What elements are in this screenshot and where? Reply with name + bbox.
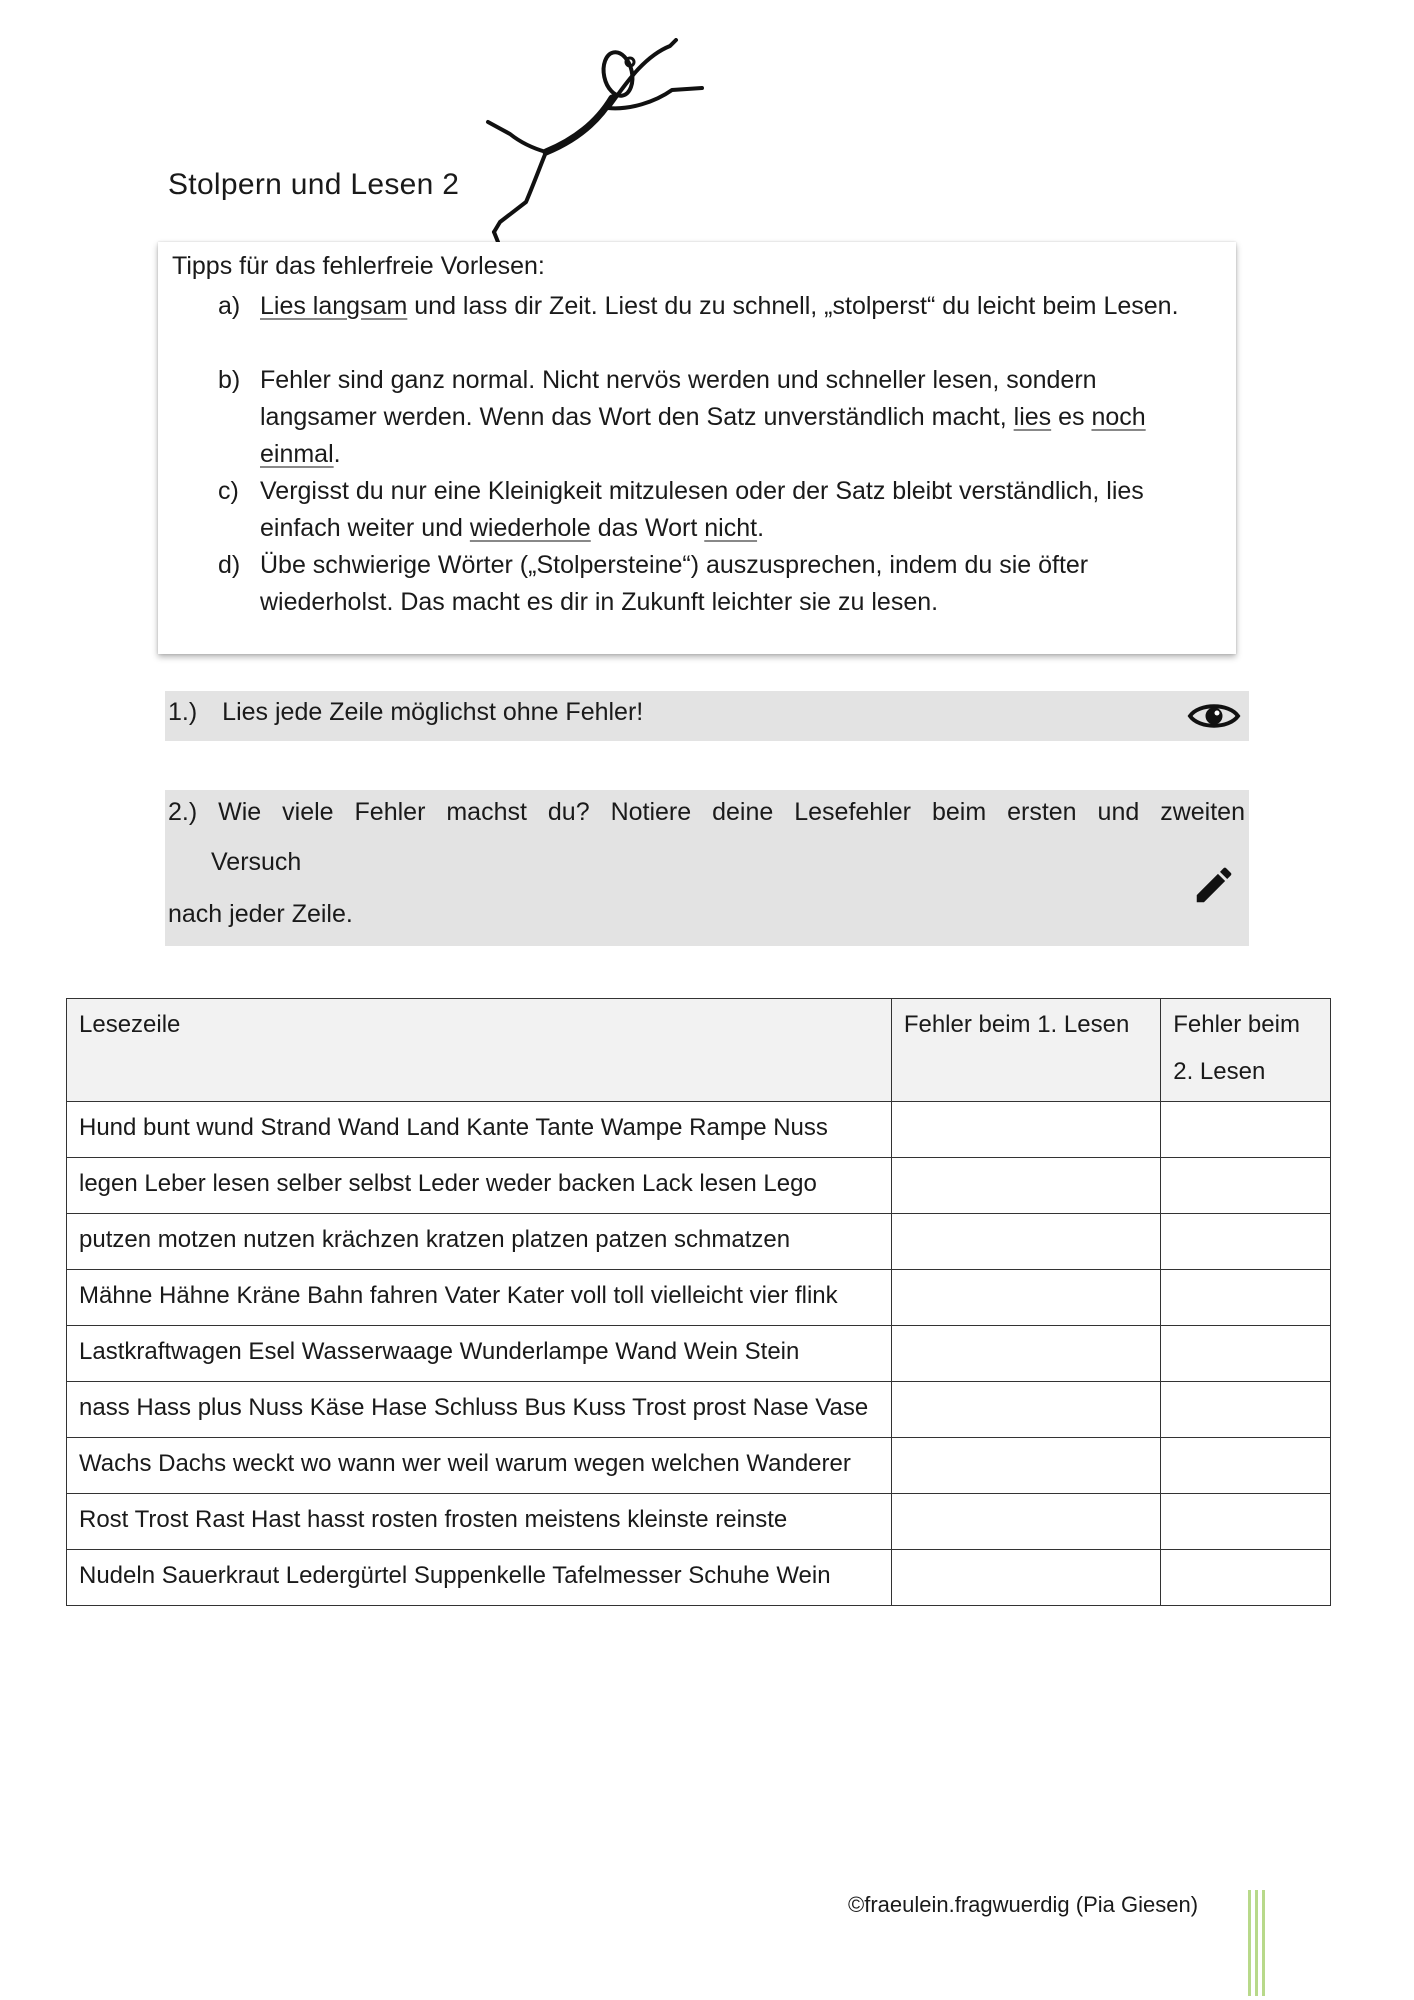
errors-second-reading-cell[interactable] — [1161, 1102, 1331, 1158]
tip-underlined-text: lies — [1013, 403, 1052, 431]
errors-first-reading-cell[interactable] — [891, 1438, 1160, 1494]
errors-first-reading-cell[interactable] — [891, 1102, 1160, 1158]
task-2-bar — [165, 790, 1249, 946]
tip-text-segment: . — [333, 440, 341, 468]
reading-line-cell: Rost Trost Rast Hast hasst rosten frosten meistens kleinste reinste — [67, 1494, 892, 1550]
header-fehler-1: Fehler beim 1. Lesen — [891, 999, 1160, 1102]
errors-second-reading-cell[interactable] — [1161, 1214, 1331, 1270]
table-row — [67, 1382, 1331, 1438]
errors-second-reading-cell[interactable] — [1161, 1550, 1331, 1606]
pencil-icon — [1191, 862, 1237, 908]
decorative-green-bars — [1246, 1890, 1268, 1996]
tip-text-segment: Übe schwierige Wörter („Stolpersteine“) auszusprechen, indem du sie öfter wiederholst. Das macht es dir in Zukunft leichter sie zu lesen. — [260, 551, 1089, 616]
tip-text-segment: Fehler sind ganz normal. Nicht nervös werden und schneller lesen, sondern langsamer werden. Wenn das Wort den Satz unverständlich macht, — [260, 366, 1097, 431]
reading-line-cell: putzen motzen nutzen krächzen kratzen platzen patzen schmatzen — [67, 1214, 892, 1270]
tip-underlined-text: nicht — [704, 514, 758, 542]
tip-item — [218, 288, 1218, 325]
errors-first-reading-cell[interactable] — [891, 1494, 1160, 1550]
page-title: Stolpern und Lesen 2 — [168, 168, 460, 201]
errors-first-reading-cell[interactable] — [891, 1214, 1160, 1270]
task-2-line-3: nach jeder Zeile. — [168, 900, 353, 928]
errors-second-reading-cell[interactable] — [1161, 1270, 1331, 1326]
tip-text — [260, 362, 1218, 473]
errors-first-reading-cell[interactable] — [891, 1550, 1160, 1606]
errors-first-reading-cell[interactable] — [891, 1326, 1160, 1382]
table-row — [67, 1438, 1331, 1494]
errors-second-reading-cell[interactable] — [1161, 1158, 1331, 1214]
tip-text-segment: Vergisst du nur eine Kleinigkeit mitzulesen oder der Satz bleibt verständlich, lies einfach weiter und — [260, 477, 1144, 542]
reading-line-cell: Hund bunt wund Strand Wand Land Kante Tante Wampe Rampe Nuss — [67, 1102, 892, 1158]
task-1-label: 1.) Lies jede Zeile möglichst ohne Fehler! — [168, 698, 644, 726]
tip-letter: a) — [218, 292, 241, 320]
tip-item — [218, 547, 1218, 621]
tip-underlined-text: wiederhole — [469, 514, 591, 542]
errors-first-reading-cell[interactable] — [891, 1158, 1160, 1214]
tip-text-segment: es — [1051, 403, 1092, 431]
errors-first-reading-cell[interactable] — [891, 1270, 1160, 1326]
table-row — [67, 1214, 1331, 1270]
errors-second-reading-cell[interactable] — [1161, 1438, 1331, 1494]
tips-box — [158, 242, 1236, 654]
reading-line-cell: nass Hass plus Nuss Käse Hase Schluss Bus Kuss Trost prost Nase Vase — [67, 1382, 892, 1438]
tips-heading: Tipps für das fehlerfreie Vorlesen: — [172, 252, 545, 280]
errors-second-reading-cell[interactable] — [1161, 1494, 1331, 1550]
errors-second-reading-cell[interactable] — [1161, 1326, 1331, 1382]
tip-item — [218, 362, 1218, 473]
table-row — [67, 1550, 1331, 1606]
reading-line-cell: Lastkraftwagen Esel Wasserwaage Wunderlampe Wand Wein Stein — [67, 1326, 892, 1382]
tip-letter: d) — [218, 551, 241, 579]
header-lesezeile: Lesezeile — [67, 999, 892, 1102]
table-row — [67, 1494, 1331, 1550]
header-fehler-2: Fehler beim 2. Lesen — [1161, 999, 1331, 1102]
tip-text — [260, 473, 1218, 547]
reading-line-cell: legen Leber lesen selber selbst Leder weder backen Lack lesen Lego — [67, 1158, 892, 1214]
tip-letter: c) — [218, 477, 239, 505]
tip-underlined-text: Lies langsam — [260, 292, 408, 320]
tip-letter: b) — [218, 366, 241, 394]
errors-first-reading-cell[interactable] — [891, 1382, 1160, 1438]
task-2-line-2: Versuch — [211, 848, 302, 876]
reading-line-cell: Wachs Dachs weckt wo wann wer weil warum wegen welchen Wanderer — [67, 1438, 892, 1494]
tip-text — [260, 288, 1218, 325]
tip-text-segment: . — [757, 514, 765, 542]
table-row — [67, 1102, 1331, 1158]
reading-line-cell: Nudeln Sauerkraut Ledergürtel Suppenkelle Tafelmesser Schuhe Wein — [67, 1550, 892, 1606]
tip-item — [218, 473, 1218, 547]
reading-table — [66, 998, 1331, 1606]
tip-text-segment: das Wort — [590, 514, 705, 542]
eye-icon — [1187, 699, 1241, 733]
copyright-footer: ©fraeulein.fragwuerdig (Pia Giesen) — [848, 1892, 1199, 1917]
task-2-line-1: 2.) Wie viele Fehler machst du? Notiere deine Lesefehler beim ersten und zweiten — [168, 798, 1245, 826]
task-1-bar — [165, 691, 1249, 741]
table-row — [67, 1270, 1331, 1326]
table-row — [67, 1158, 1331, 1214]
tip-underlined-text: noch einmal — [260, 403, 1146, 468]
table-row — [67, 1326, 1331, 1382]
table-header-row — [67, 999, 1331, 1102]
stick-figure-illustration — [440, 38, 710, 248]
errors-second-reading-cell[interactable] — [1161, 1382, 1331, 1438]
tip-text-segment: und lass dir Zeit. Liest du zu schnell, „stolperst“ du leicht beim Lesen. — [407, 292, 1179, 320]
tip-text — [260, 547, 1218, 621]
reading-line-cell: Mähne Hähne Kräne Bahn fahren Vater Kater voll toll vielleicht vier flink — [67, 1270, 892, 1326]
